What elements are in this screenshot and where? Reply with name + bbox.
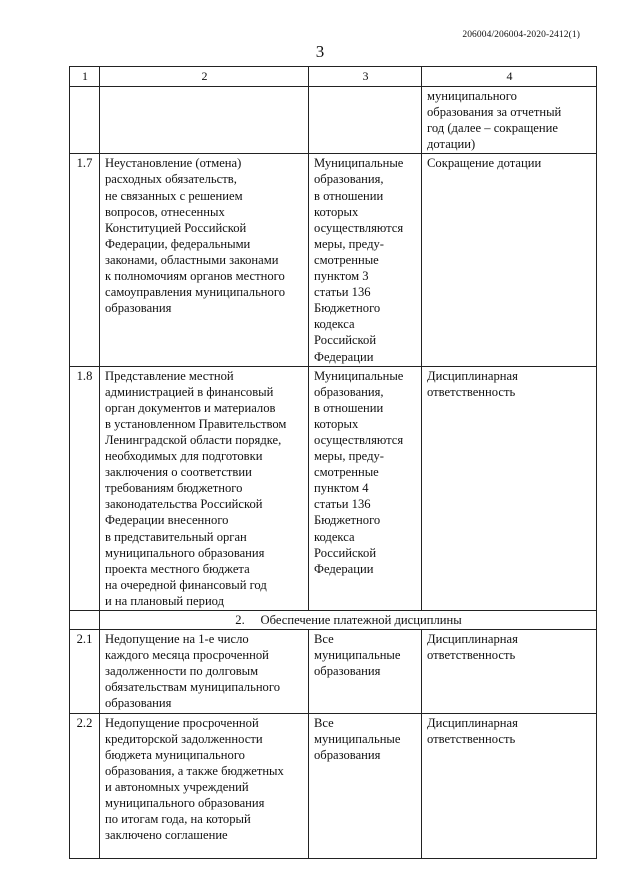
row-measure: Сокращение дотации <box>422 154 597 366</box>
column-header: 1 <box>70 67 100 87</box>
section-number-cell <box>70 611 100 630</box>
table-row-2-1 <box>70 630 597 713</box>
row-subjects: Все муниципальные образования <box>309 630 422 713</box>
row-number: 2.1 <box>70 630 100 713</box>
section-title-text: Обеспечение платежной дисциплины <box>260 613 462 627</box>
row-number: 1.8 <box>70 366 100 610</box>
column-header: 4 <box>422 67 597 87</box>
row-number: 2.2 <box>70 713 100 859</box>
row-description: Недопущение просроченной кредиторской задолженности бюджета муниципального образования, а также бюджетных и автономных учреждений муниципального образования по итогам года, на который заключено соглашение <box>100 713 309 859</box>
row-subjects: Муниципальные образования, в отношении которых осуществляются меры, преду- смотренные пунктом 3 статьи 136 Бюджетного кодекса Российской Федерации <box>309 154 422 366</box>
row-measure: Дисциплинарная ответственность <box>422 713 597 859</box>
section-header-row <box>70 611 597 630</box>
table-header-row <box>70 67 597 87</box>
row-subjects: Все муниципальные образования <box>309 713 422 859</box>
table-row-2-2 <box>70 713 597 859</box>
row-description: Недопущение на 1-е число каждого месяца просроченной задолженности по долговым обязательствам муниципального образования <box>100 630 309 713</box>
section-number: 2. <box>235 613 245 627</box>
row-subjects <box>309 87 422 154</box>
row-measure: Дисциплинарная ответственность <box>422 630 597 713</box>
page-number: 3 <box>315 42 325 61</box>
row-description: Неустановление (отмена) расходных обязательств, не связанных с решением вопросов, отнесенных Конституцией Российской Федерации, федеральными законами, областными законами к полномочиям органов местного самоуправления муниципального образования <box>100 154 309 366</box>
row-measure: Дисциплинарная ответственность <box>422 366 597 610</box>
row-measure: муниципального образования за отчетный год (далее – сокращение дотации) <box>422 87 597 154</box>
document-id: 206004/206004-2020-2412(1) <box>462 30 580 40</box>
section-title <box>100 611 597 630</box>
column-header: 3 <box>309 67 422 87</box>
measures-table <box>69 66 597 859</box>
row-description <box>100 87 309 154</box>
column-header: 2 <box>100 67 309 87</box>
row-number <box>70 87 100 154</box>
table-row-1-8 <box>70 366 597 610</box>
row-subjects: Муниципальные образования, в отношении которых осуществляются меры, преду- смотренные пунктом 4 статьи 136 Бюджетного кодекса Российской Федерации <box>309 366 422 610</box>
table-row-1-7 <box>70 154 597 366</box>
table-row-continuation <box>70 87 597 154</box>
row-description: Представление местной администрацией в финансовый орган документов и материалов в установленном Правительством Ленинградской области порядке, необходимых для подготовки заключения о соответствии требованиям бюджетного законодательства Российской Федерации внесенного в представительный орган муниципального образования проекта местного бюджета на очередной финансовый год и на плановый период <box>100 366 309 610</box>
row-number: 1.7 <box>70 154 100 366</box>
